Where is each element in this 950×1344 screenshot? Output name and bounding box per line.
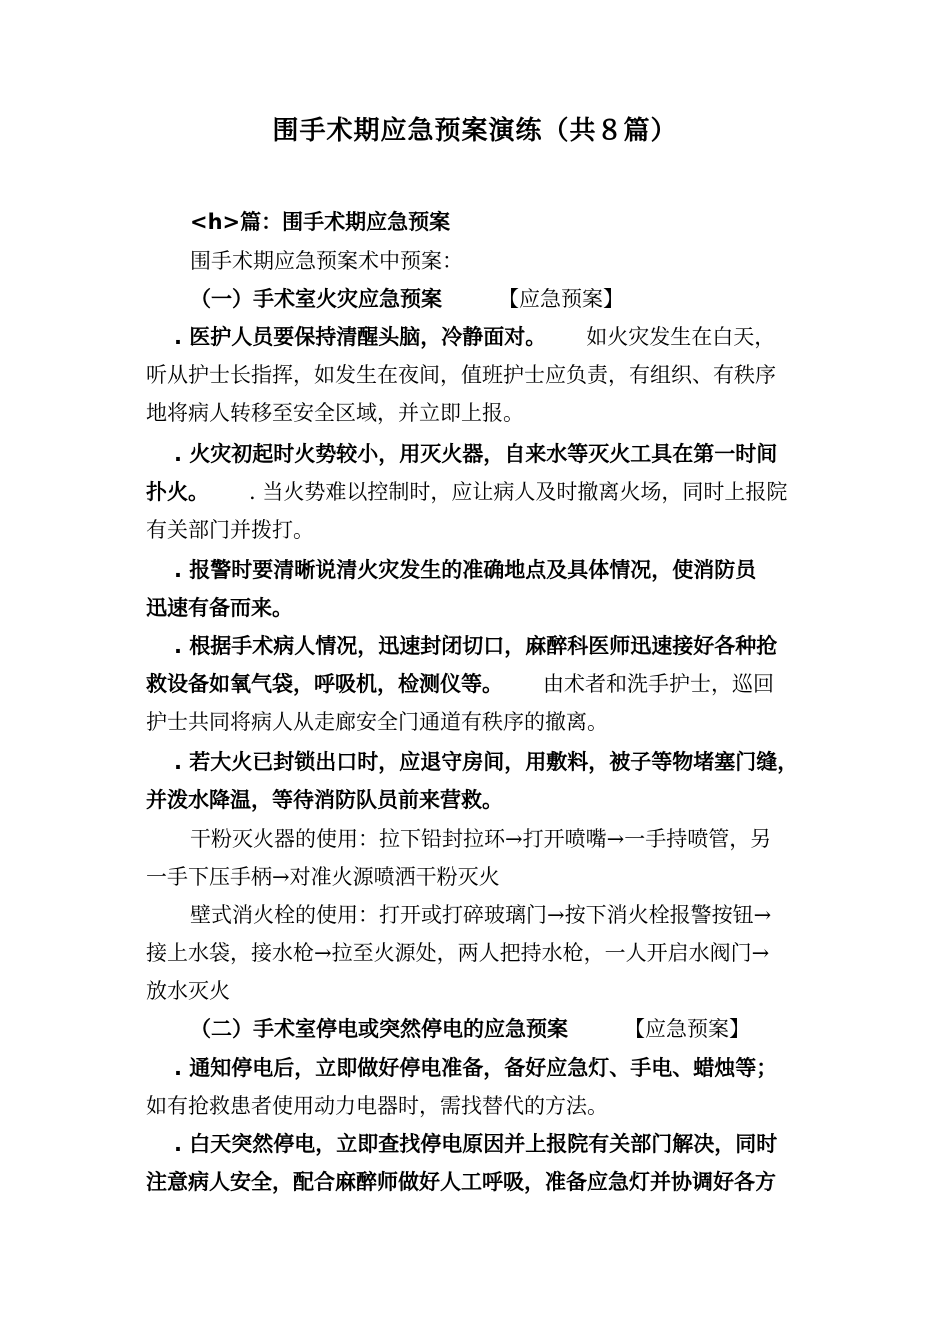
s1-heading: （一）手术室火灾应急预案 — [190, 287, 442, 311]
s1-heading-line — [190, 285, 870, 313]
s1-p2-line2: 扑火。 . 当火势难以控制时，应让病人及时撤离火场，同时上报院 — [146, 480, 788, 504]
s1-p5-line2: 并泼水降温，等待消防队员前来营救。 — [146, 788, 503, 812]
s1-p1-line2: 听从护士长指挥，如发生在夜间，值班护士应负责，有组织、有秩序 — [146, 363, 776, 387]
s1-p2-line1: . 火灾初起时火势较小，用灭火器，自来水等灭火工具在第一时间 — [174, 442, 778, 466]
s1-p3-line2: 迅速有备而来。 — [146, 596, 293, 620]
s2-p2-line1: . 白天突然停电，立即查找停电原因并上报院有关部门解决，同时 — [174, 1132, 778, 1156]
s1-p7-line3: 放水灭火 — [146, 979, 230, 1003]
s2-p2-line2: 注意病人安全，配合麻醉师做好人工呼吸，准备应急灯并协调好各方 — [146, 1170, 776, 1194]
s1-p1-line3: 地将病人转移至安全区域，并立即上报。 — [146, 401, 524, 425]
s1-p1-line1: . 医护人员要保持清醒头脑，冷静面对。 如火灾发生在白天， — [174, 325, 776, 349]
s2-heading-line — [190, 1015, 870, 1043]
section-heading: <h>篇：围手术期应急预案 — [190, 210, 451, 234]
intro-line: 围手术期应急预案术中预案： — [190, 249, 463, 273]
document-title: 围手术期应急预案演练（共８篇） — [272, 116, 678, 146]
s1-p6-line1: 干粉灭火器的使用：拉下铅封拉环→打开喷嘴→一手持喷管，另 — [190, 827, 772, 851]
s1-p7-line1: 壁式消火栓的使用：打开或打碎玻璃门→按下消火栓报警按钮→ — [190, 903, 772, 927]
s1-tag: 【应急预案】 — [498, 287, 624, 311]
s1-p6-line2: 一手下压手柄→对准火源喷洒干粉灭火 — [146, 865, 500, 889]
s1-p5-line1: . 若大火已封锁出口时，应退守房间，用敷料，被子等物堵塞门缝， — [174, 750, 799, 774]
s2-heading: （二）手术室停电或突然停电的应急预案 — [190, 1017, 568, 1041]
s1-p2-line3: 有关部门并拨打。 — [146, 518, 314, 542]
s1-p3-line1: . 报警时要清晰说清火灾发生的准确地点及具体情况，使消防员 — [174, 558, 757, 582]
s2-p1-line2: 如有抢救患者使用动力电器时，需找替代的方法。 — [146, 1094, 608, 1118]
s2-tag: 【应急预案】 — [624, 1017, 750, 1041]
s1-p7-line2: 接上水袋，接水枪→拉至火源处，两人把持水枪，一人开启水阀门→ — [146, 941, 770, 965]
s1-p4-line1: . 根据手术病人情况，迅速封闭切口，麻醉科医师迅速接好各种抢 — [174, 634, 778, 658]
s2-p1-line1: . 通知停电后，立即做好停电准备，备好应急灯、手电、蜡烛等； — [174, 1056, 778, 1080]
s1-p4-line3: 护士共同将病人从走廊安全门通道有秩序的撤离。 — [146, 710, 608, 734]
s1-p4-line2: 救设备如氧气袋，呼吸机，检测仪等。 由术者和洗手护士，巡回 — [146, 672, 774, 696]
